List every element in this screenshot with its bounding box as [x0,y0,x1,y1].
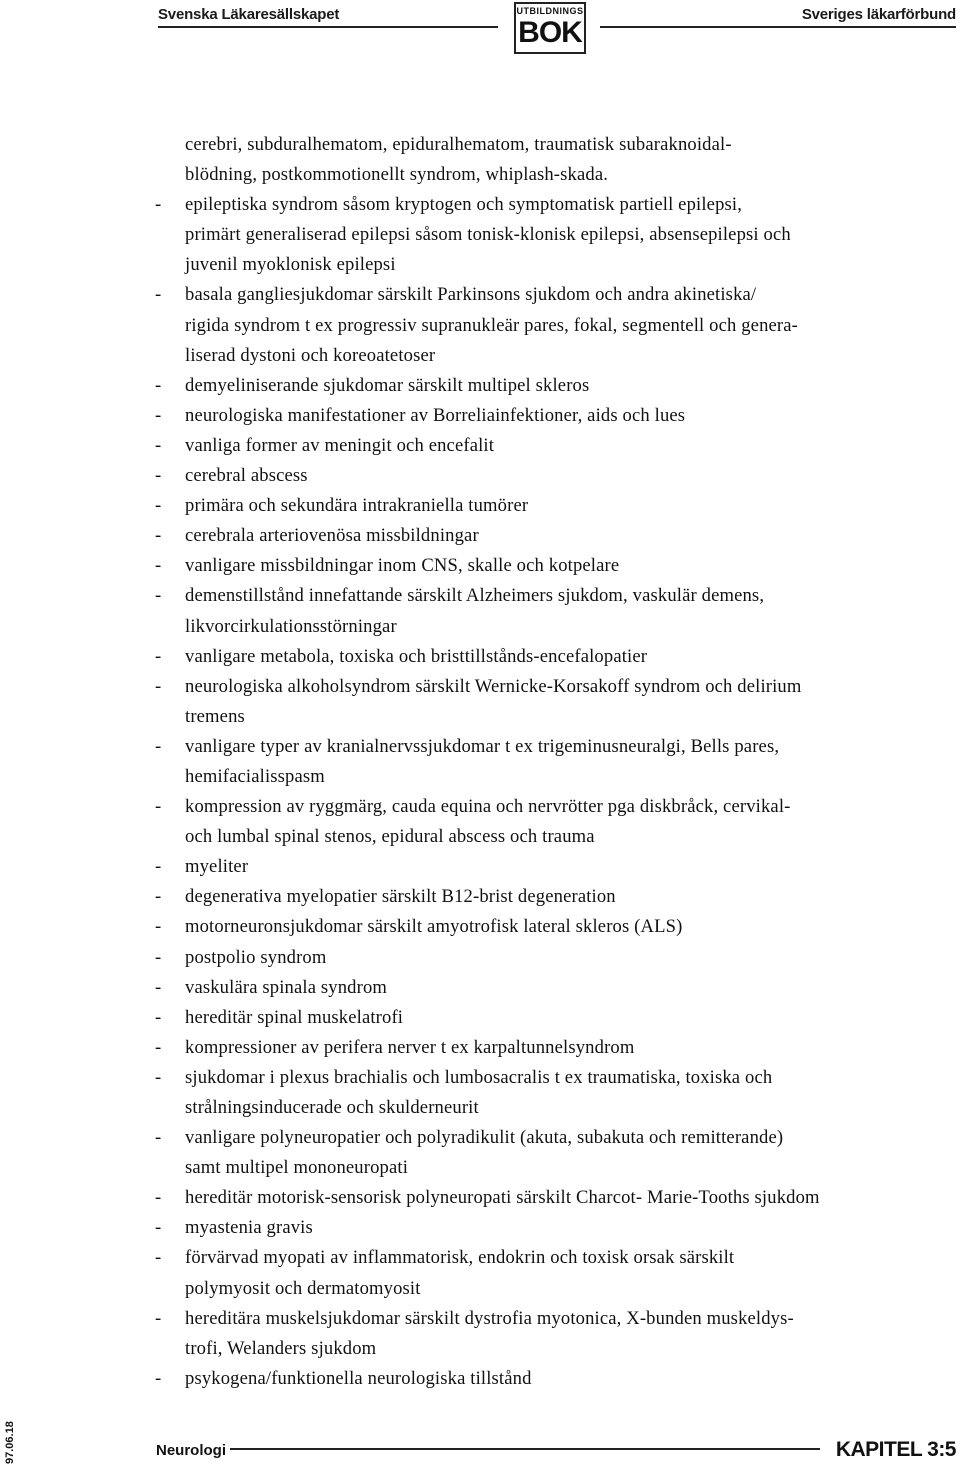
list-dash: - [155,465,162,487]
list-item-line: basala gangliesjukdomar särskilt Parkinsons sjukdom och andra akinetiska/ [185,284,757,306]
list-item-line: sjukdomar i plexus brachialis och lumbosacralis t ex traumatiska, toxiska och [185,1066,773,1088]
list-item-line: primärt generaliserad epilepsi såsom tonisk-klonisk epilepsi, absensepilepsi och [185,224,791,246]
list-item-line: vanligare missbildningar inom CNS, skalle och kotpelare [185,555,620,577]
list-item-line: strålningsinducerade och skulderneurit [185,1097,479,1118]
list-dash: - [155,1006,162,1028]
logo-top-text: UTBILDNINGS [516,6,584,16]
list-dash: - [155,1127,162,1149]
list-dash: - [155,194,162,216]
list-item-line: kompression av ryggmärg, cauda equina och nervrötter pga diskbråck, cervikal- [185,796,791,818]
list-dash: - [155,434,162,456]
print-date: 97.06.18 [4,1421,16,1464]
list-item-line: vanligare typer av kranialnervssjukdomar t ex trigeminusneuralgi, Bells pares, [185,735,780,757]
list-dash: - [155,735,162,757]
list-dash: - [155,946,162,968]
utbildningsbok-logo [514,2,586,54]
list-item-line: rigida syndrom t ex progressiv supranukleär pares, fokal, segmentell och genera- [185,314,799,336]
list-item-line: myastenia gravis [185,1217,313,1239]
body-text [155,130,955,1394]
list-item [155,491,955,521]
list-item-line: liserad dystoni och koreoatetoser [185,344,436,366]
header-left-org: Svenska Läkaresällskapet [158,6,340,23]
list-dash: - [155,1247,162,1269]
list-item-line: neurologiska manifestationer av Borreliainfektioner, aids och lues [185,404,686,426]
list-dash: - [155,284,162,306]
header-rule-left [158,26,498,28]
list-item [155,1364,955,1394]
list-item-line: vanliga former av meningit och encefalit [185,434,495,456]
list-item [155,852,955,882]
footer-rule [230,1448,820,1450]
intro-line: blödning, postkommotionellt syndrom, whiplash-skada. [185,164,609,186]
list-item-line: demyeliniserande sjukdomar särskilt multipel skleros [185,374,590,396]
list-dash: - [155,1307,162,1329]
list-item-line: tremens [185,705,245,727]
list-item [155,280,955,370]
list-item [155,461,955,491]
list-dash: - [155,1187,162,1209]
list-item [155,792,955,852]
list-item-line: likvorcirkulationsstörningar [185,615,397,637]
list-item [155,732,955,792]
list-dash: - [155,374,162,396]
list-item-line: vaskulära spinala syndrom [185,976,388,998]
list-item-line: cerebral abscess [185,465,308,487]
list-item [155,943,955,973]
list-dash: - [155,886,162,908]
list-item-line: myeliter [185,856,249,878]
list-item [155,431,955,461]
list-item-line: neurologiska alkoholsyndrom särskilt Wernicke-Korsakoff syndrom och delirium [185,675,802,697]
list-item [155,371,955,401]
list-dash: - [155,525,162,547]
list-item-line: hereditär spinal muskelatrofi [185,1006,404,1028]
footer-section: Neurologi [156,1442,226,1459]
list-dash: - [155,916,162,938]
list-dash: - [155,1036,162,1058]
list-item-line: förvärvad myopati av inflammatorisk, endokrin och toxisk orsak särskilt [185,1247,735,1269]
list-dash: - [155,796,162,818]
list-dash: - [155,976,162,998]
list-item-line: kompressioner av perifera nerver t ex karpaltunnelsyndrom [185,1036,635,1058]
list-dash: - [155,555,162,577]
list-item-line: motorneuronsjukdomar särskilt amyotrofisk lateral skleros (ALS) [185,916,683,938]
list-item-line: och lumbal spinal stenos, epidural abscess och trauma [185,826,595,848]
list-item-line: juvenil myoklonisk epilepsi [185,254,396,276]
list-item [155,973,955,1003]
list-item-line: psykogena/funktionella neurologiska tillstånd [185,1367,532,1389]
list-item [155,1003,955,1033]
list-item [155,1213,955,1243]
list-item-line: hereditära muskelsjukdomar särskilt dystrofia myotonica, X-bunden muskeldys- [185,1307,794,1329]
list-item [155,1183,955,1213]
list-item-line: vanligare metabola, toxiska och bristtillstånds-encefalopatier [185,645,648,667]
list-item [155,1304,955,1364]
list-item-line: postpolio syndrom [185,946,327,968]
list-dash: - [155,1367,162,1389]
list-dash: - [155,585,162,607]
list-item [155,912,955,942]
list-item [155,1243,955,1303]
list-item [155,1063,955,1123]
list-item-line: epileptiska syndrom såsom kryptogen och symptomatisk partiell epilepsi, [185,194,743,216]
list-item [155,401,955,431]
list-dash: - [155,404,162,426]
list-item-line: demenstillstånd innefattande särskilt Alzheimers sjukdom, vaskulär demens, [185,585,765,607]
list-item [155,672,955,732]
list-item-line: cerebrala arteriovenösa missbildningar [185,525,479,547]
list-item [155,521,955,551]
list-dash: - [155,645,162,667]
list-dash: - [155,1066,162,1088]
intro-line: cerebri, subduralhematom, epiduralhematom, traumatisk subaraknoidal- [185,134,732,155]
list-item [155,551,955,581]
list-item-line: hereditär motorisk-sensorisk polyneuropati särskilt Charcot- Marie-Tooths sjukdom [185,1187,820,1209]
list-dash: - [155,675,162,697]
header-right-org: Sveriges läkarförbund [801,6,956,23]
list-item [155,581,955,641]
logo-main-text: BOK [518,16,582,49]
page-header [0,0,960,60]
list-dash: - [155,856,162,878]
list-item [155,190,955,280]
footer-chapter: KAPITEL 3:5 [835,1438,956,1461]
list-item [155,1033,955,1063]
list-item-line: trofi, Welanders sjukdom [185,1337,377,1359]
list-item-line: vanligare polyneuropatier och polyradikulit (akuta, subakuta och remitterande) [185,1127,784,1149]
list-item-line: degenerativa myelopatier särskilt B12-brist degeneration [185,886,616,908]
header-rule-right [600,26,956,28]
list-item-line: polymyosit och dermatomyosit [185,1277,421,1299]
list-item-line: samt multipel mononeuropati [185,1157,409,1179]
list-dash: - [155,1217,162,1239]
list-item [155,882,955,912]
list-item [155,642,955,672]
list-item-line: hemifacialisspasm [185,765,325,787]
list-item [155,1123,955,1183]
list-dash: - [155,495,162,517]
list-item-line: primära och sekundära intrakraniella tumörer [185,495,529,517]
